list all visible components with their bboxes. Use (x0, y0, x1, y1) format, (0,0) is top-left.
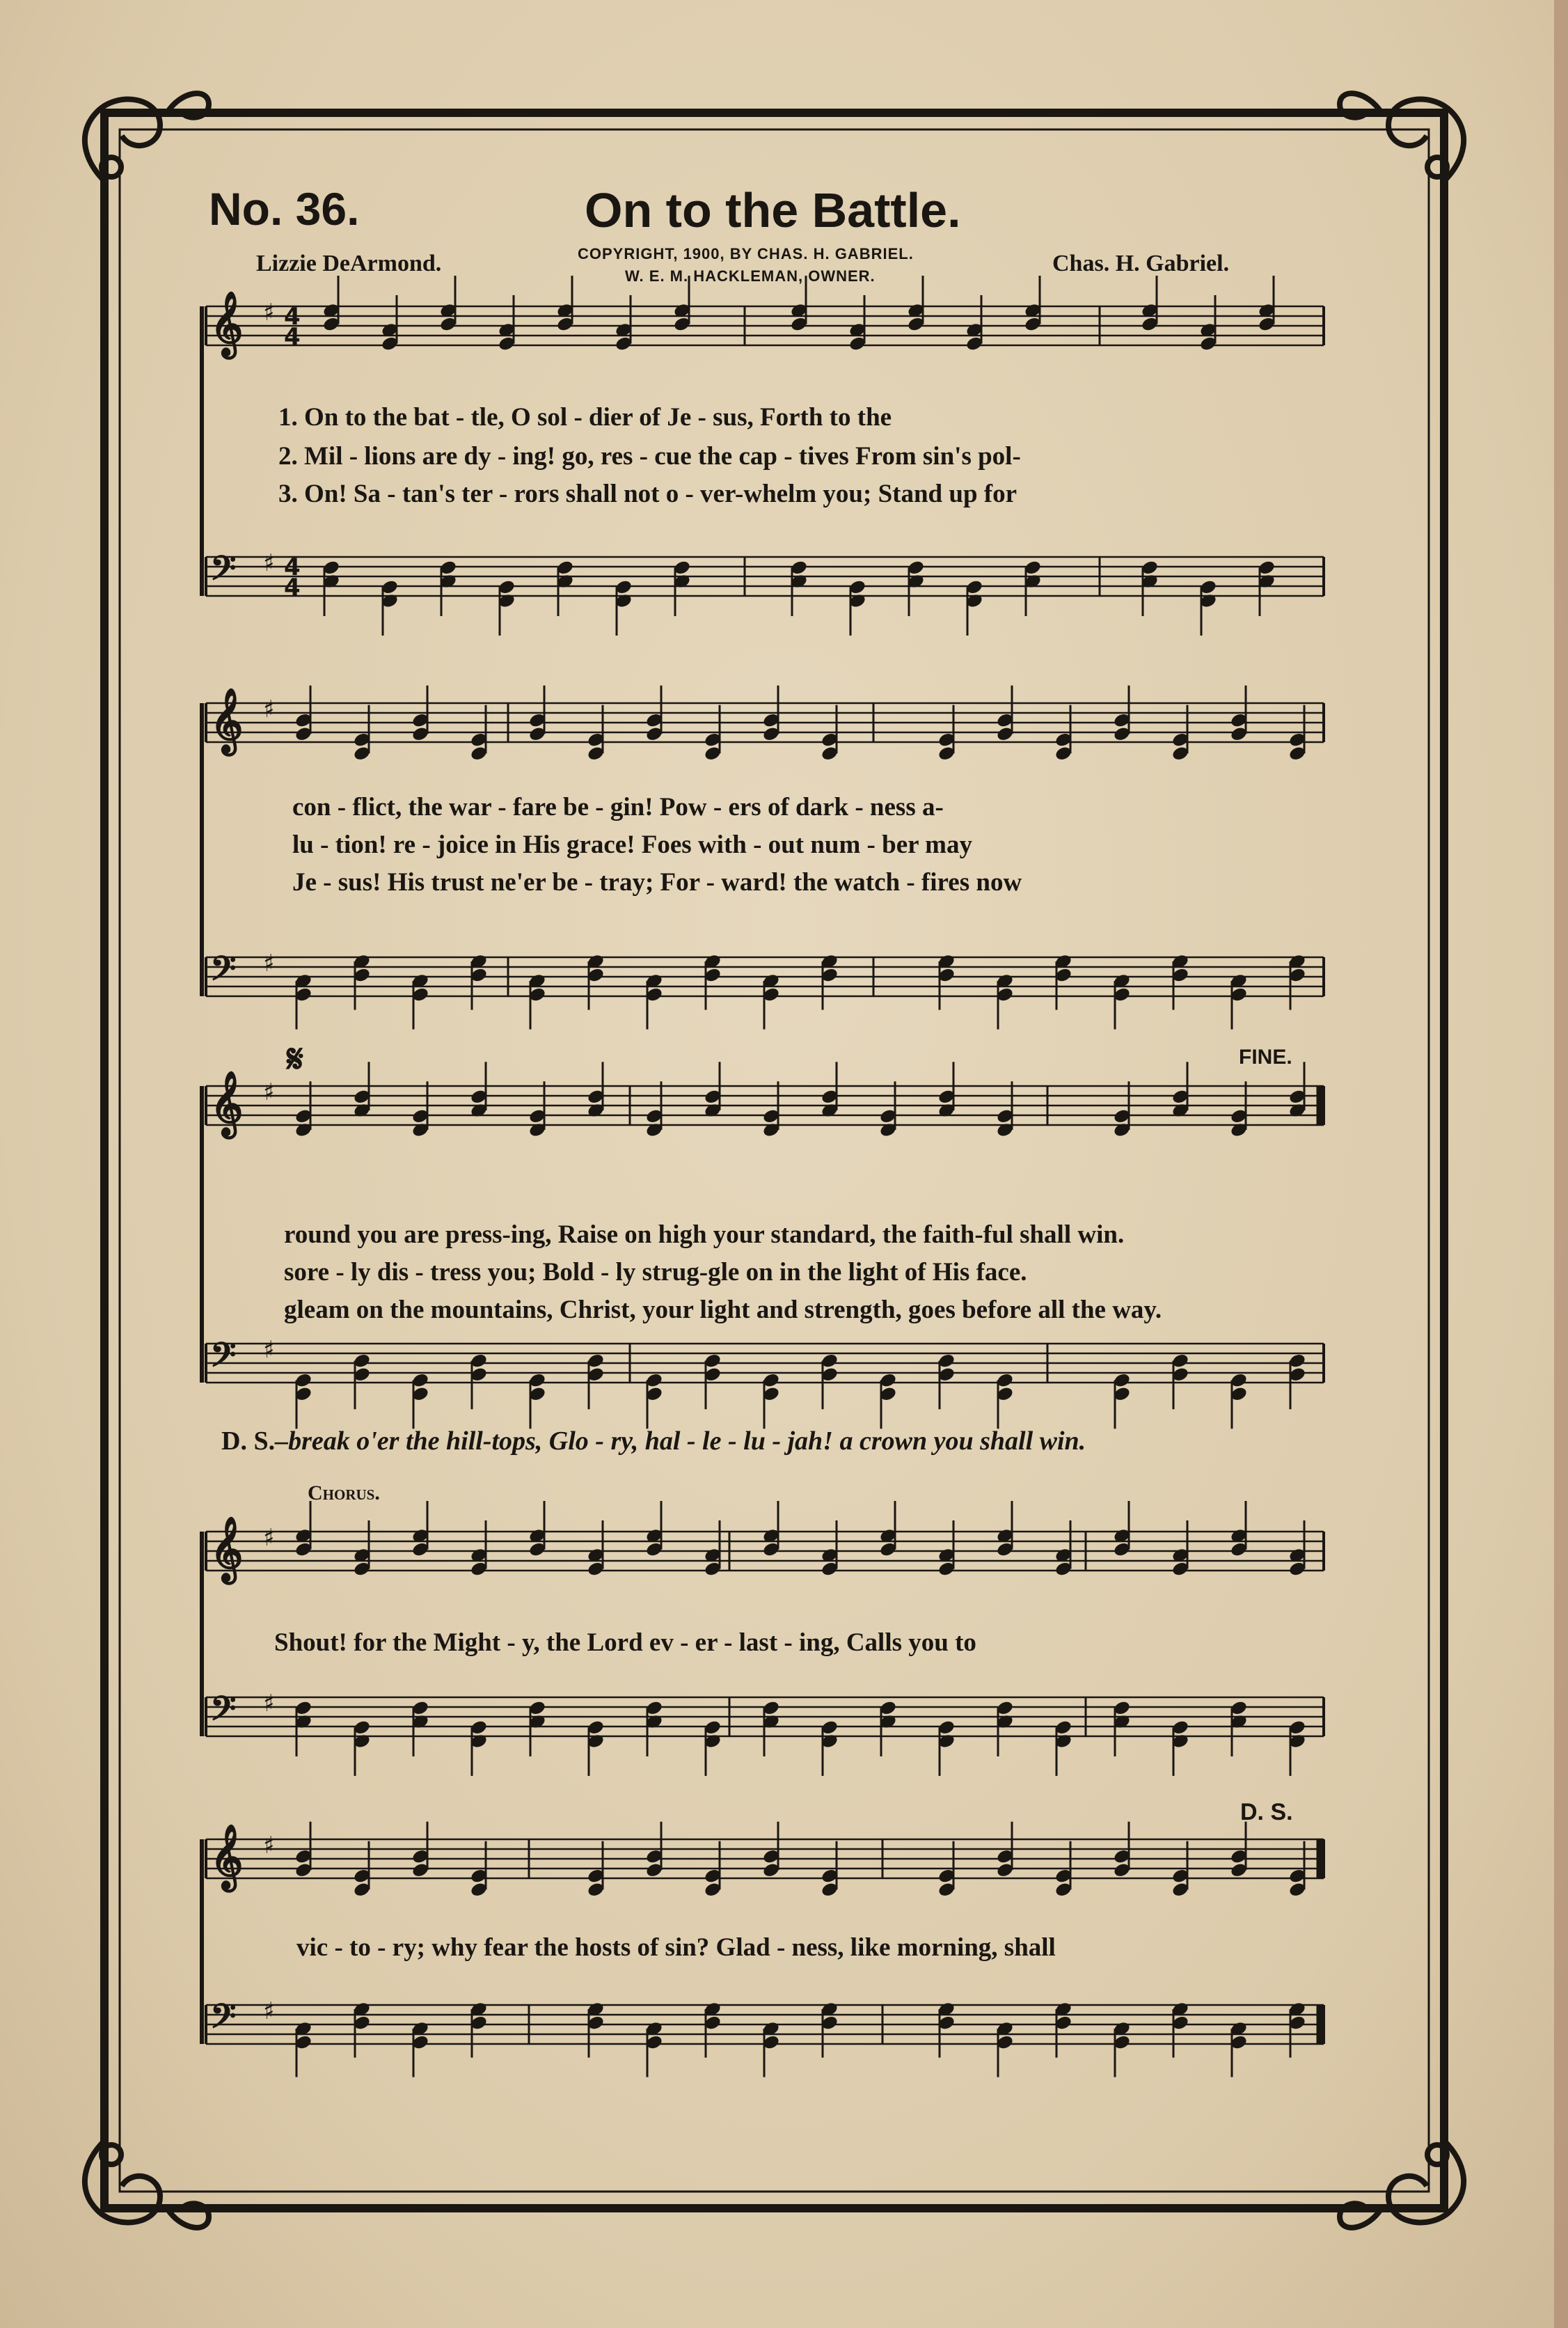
segno-sign: 𝄋 (287, 1038, 304, 1081)
bass-clef: 𝄢 (210, 1997, 237, 2044)
key-signature-sharp: ♯ (263, 549, 275, 577)
key-signature-sharp: ♯ (263, 1997, 275, 2025)
lyricist: Lizzie DeArmond. (256, 251, 442, 276)
bass-clef: 𝄢 (210, 1335, 237, 1383)
time-sig-bottom: 4 (284, 323, 301, 351)
ds-mark: D. S. (1240, 1799, 1293, 1825)
key-signature-sharp: ♯ (263, 299, 275, 327)
key-signature-sharp: ♯ (263, 695, 275, 723)
bass-clef: 𝄢 (210, 949, 237, 996)
lyric-chorus-1: Shout! for the Might - y, the Lord ev - er - last - ing, Calls you to (274, 1628, 976, 1657)
treble-clef: 𝄞 (210, 1516, 244, 1581)
treble-clef: 𝄞 (210, 1824, 244, 1889)
treble-clef: 𝄞 (210, 291, 244, 356)
key-signature-sharp: ♯ (263, 1690, 275, 1717)
lyric-s1-v3: 3. On! Sa - tan's ter - rors shall not o - ver-whelm you; Stand up for (278, 480, 1017, 508)
treble-clef: 𝄞 (210, 1071, 244, 1135)
ds-text: –break o'er the hill-tops, Glo - ry, hal - le - lu - jah! a crown you shall win. (275, 1426, 1086, 1456)
lyric-s2-v1: con - flict, the war - fare be - gin! Pow - ers of dark - ness a- (292, 793, 944, 821)
ds-lyric-line (221, 1426, 1086, 1456)
fine-mark: FINE. (1239, 1046, 1292, 1069)
bass-clef: 𝄢 (210, 1689, 237, 1736)
lyric-s2-v2: lu - tion! re - joice in His grace! Foes with - out num - ber may (292, 831, 972, 859)
lyric-s1-v2: 2. Mil - lions are dy - ing! go, res - cue the cap - tives From sin's pol- (278, 442, 1021, 471)
lyric-s1-v1: 1. On to the bat - tle, O sol - dier of Je - sus, Forth to the (278, 403, 892, 432)
lyric-chorus-2: vic - to - ry; why fear the hosts of sin? Glad - ness, like morning, shall (296, 1933, 1056, 1962)
chorus-label: Chorus. (308, 1481, 380, 1504)
composer: Chas. H. Gabriel. (1052, 251, 1230, 276)
lyric-s3-v3: gleam on the mountains, Christ, your light and strength, goes before all the way. (284, 1296, 1162, 1324)
key-signature-sharp: ♯ (263, 1078, 275, 1106)
time-sig-top: 4 (284, 303, 301, 331)
hymn-title: On to the Battle. (585, 183, 961, 237)
bass-clef: 𝄢 (210, 549, 237, 596)
key-signature-sharp: ♯ (263, 1524, 275, 1552)
ds-prefix: D. S. (221, 1426, 276, 1456)
lyric-s3-v2: sore - ly dis - tress you; Bold - ly strug-gle on in the light of His face. (284, 1258, 1027, 1287)
key-signature-sharp: ♯ (263, 950, 275, 977)
treble-clef: 𝄞 (210, 688, 244, 753)
key-signature-sharp: ♯ (263, 1832, 275, 1859)
copyright-line-2: W. E. M. HACKLEMAN, OWNER. (625, 267, 876, 285)
lyric-s3-v1: round you are press-ing, Raise on high your standard, the faith-ful shall win. (284, 1220, 1125, 1249)
key-signature-sharp: ♯ (263, 1336, 275, 1364)
time-sig-top: 4 (284, 553, 301, 581)
lyric-s2-v3: Je - sus! His trust ne'er be - tray; For - ward! the watch - fires now (292, 868, 1022, 897)
hymn-number: No. 36. (209, 183, 360, 235)
copyright-line-1: COPYRIGHT, 1900, BY CHAS. H. GABRIEL. (578, 245, 914, 262)
time-sig-bottom: 4 (284, 574, 301, 601)
staff-systems (202, 276, 1324, 2077)
